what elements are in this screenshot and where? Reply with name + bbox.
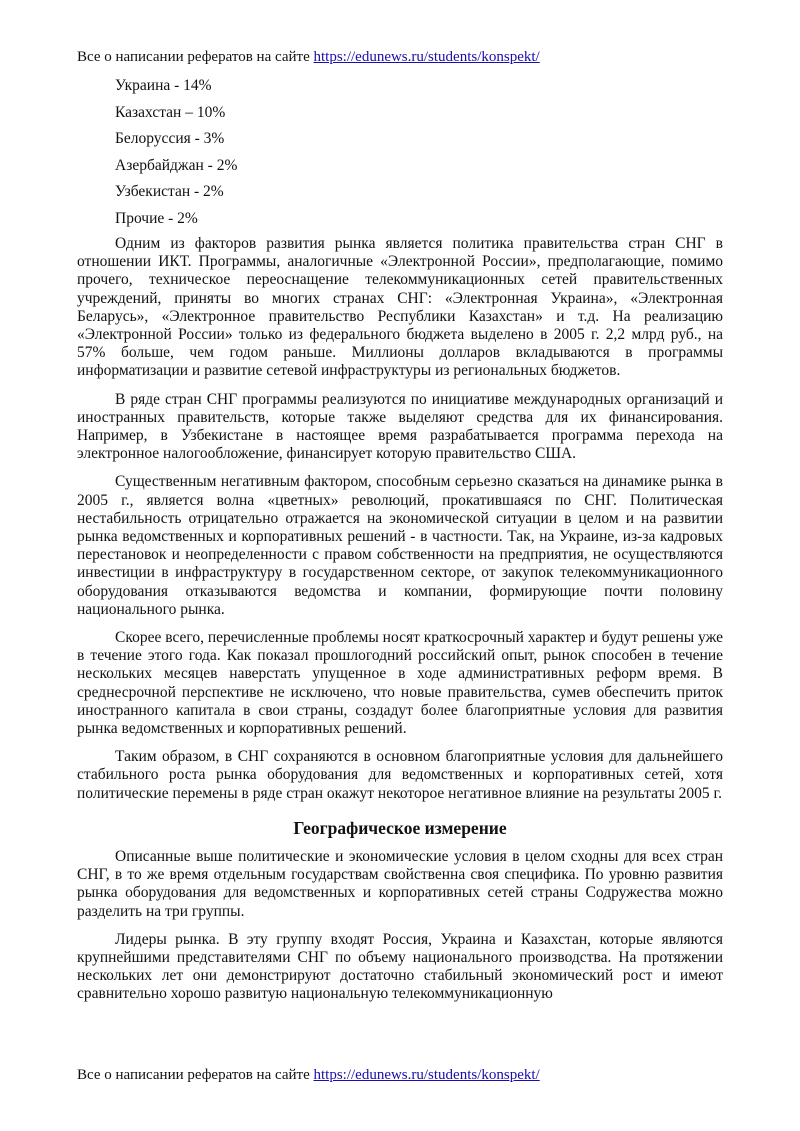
list-item: Прочие - 2% bbox=[115, 209, 198, 227]
header-link[interactable]: https://edunews.ru/students/konspekt/ bbox=[313, 49, 540, 65]
section-heading: Географическое измерение bbox=[293, 817, 507, 838]
paragraph: В ряде стран СНГ программы реализуются по инициативе международных организаций и иностранных правительств, которые также выделяют средства для их финансирования. Например, в Узбекистане в настоящее время разрабатывается программа перехода на электронное налогообложение, финансирует которую правительство США. bbox=[77, 390, 723, 463]
list-item: Узбекистан - 2% bbox=[115, 183, 224, 200]
paragraph: Таким образом, в СНГ сохраняются в основном благоприятные условия для дальнейшего стабильного роста рынка оборудования для ведомственных и корпоративных сетей, хотя политические перемены в ряде стран окажут некоторое негативное влияние на результаты 2005 г. bbox=[77, 748, 723, 802]
document-body bbox=[77, 76, 723, 1014]
page-header bbox=[77, 48, 727, 67]
paragraph: Скорее всего, перечисленные проблемы носят краткосрочный характер и будут решены уже в течение этого года. Как показал прошлогодний российский опыт, рынок способен в течение нескольких месяцев наверстать упущенное в ходе административных реформ время. В среднесрочной перспективе не исключено, что новые правительства, сумев обеспечить приток иностранного капитала в свои страны, создадут более благоприятные условия для развития рынка ведомственных и корпоративных решений. bbox=[77, 629, 723, 738]
paragraph: Лидеры рынка. В эту группу входят Россия, Украина и Казахстан, которые являются крупнейшими представителями СНГ по объему национального производства. На протяжении нескольких лет они демонстрируют достаточно стабильный экономический рост и имеют сравнительно хорошо развитую национальную телекоммуникационную bbox=[77, 930, 723, 1003]
footer-link[interactable]: https://edunews.ru/students/konspekt/ bbox=[313, 1067, 540, 1083]
paragraph: Одним из факторов развития рынка является политика правительства стран СНГ в отношении ИКТ. Программы, аналогичные «Электронной России», предполагающие, помимо прочего, техническое переоснащение телекоммуникационных сетей правительственных учреждений, приняты во многих странах СНГ: «Электронная Украина», «Электронная Беларусь», «Электронное правительство Республики Казахстан» и т.д. На реализацию «Электронной России» только из федерального бюджета выделено в 2005 г. 2,2 млрд руб., на 57% больше, чем годом раньше. Миллионы долларов вкладываются в программы информатизации и развитие сетевой инфраструктуры из региональных бюджетов. bbox=[77, 235, 723, 380]
paragraph: Существенным негативным фактором, способным серьезно сказаться на динамике рынка в 2005 г., является волна «цветных» революций, прокатившаяся по СНГ. Политическая нестабильность отрицательно отражается на экономической ситуации в целом и на развитии рынка ведомственных и корпоративных решений - в частности. Так, на Украине, из-за кадровых перестановок и неопределенности с правом собственности на предприятия, не осуществляются инвестиции в инфраструктуру в государственном секторе, от закупок телекоммуникационного оборудования отказываются ведомства и компании, формирующие почти половину национального рынка. bbox=[77, 473, 723, 618]
paragraph: Описанные выше политические и экономические условия в целом сходны для всех стран СНГ, в то же время отдельным государствам свойственна своя специфика. По уровню развития рынка оборудования для ведомственных и корпоративных сетей страны Содружества можно разделить на три группы. bbox=[77, 847, 723, 920]
list-item: Казахстан – 10% bbox=[115, 103, 226, 121]
country-share-list bbox=[77, 76, 723, 235]
list-item: Украина - 14% bbox=[115, 77, 212, 94]
page-footer bbox=[77, 1066, 727, 1085]
header-text: Все о написании рефератов на сайте bbox=[77, 49, 314, 65]
footer-text: Все о написании рефератов на сайте bbox=[77, 1067, 314, 1083]
list-item: Белоруссия - 3% bbox=[115, 130, 225, 147]
list-item: Азербайджан - 2% bbox=[115, 156, 238, 174]
